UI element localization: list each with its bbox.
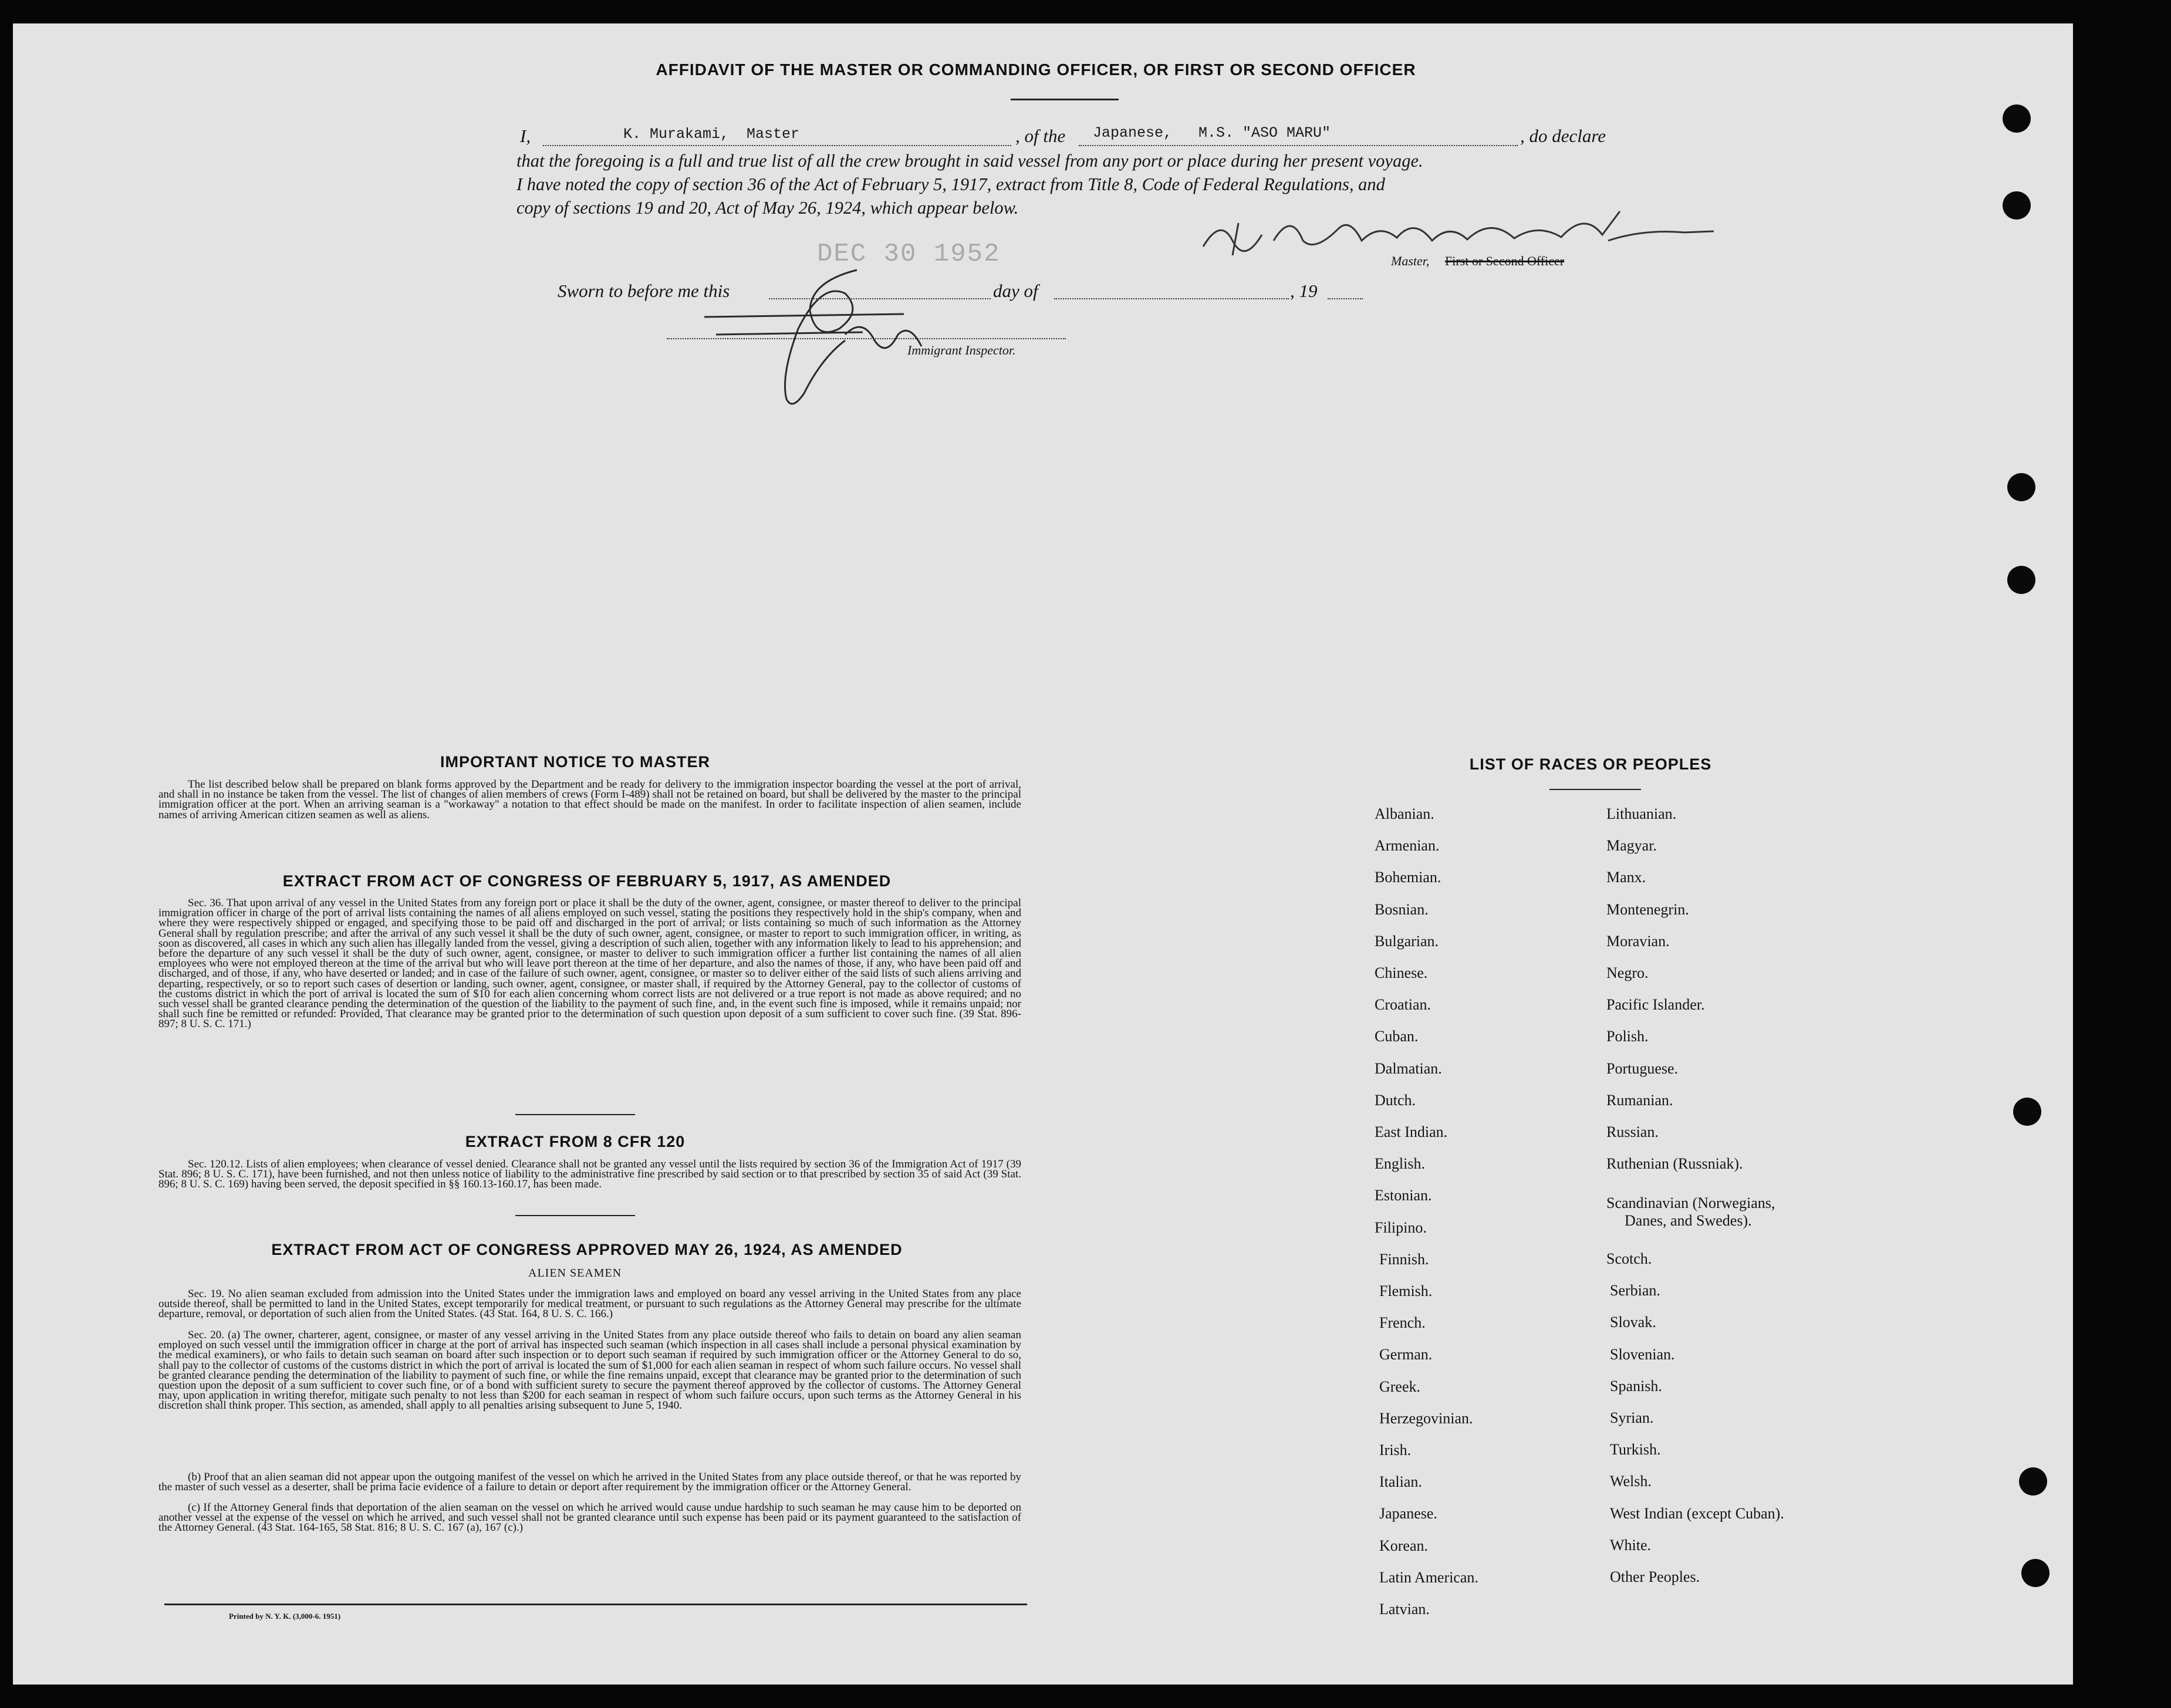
- race-item: Albanian.: [1375, 805, 1434, 822]
- race-item: Dalmatian.: [1375, 1059, 1442, 1077]
- race-item: Filipino.: [1375, 1218, 1427, 1236]
- race-item: Danes, and Swedes).: [1625, 1212, 1752, 1229]
- race-item: Slovak.: [1610, 1314, 1656, 1331]
- section-rule: [515, 1114, 635, 1115]
- document-page: [13, 23, 2073, 1685]
- punch-hole: [2007, 566, 2035, 594]
- master-caption: Master,: [1391, 254, 1430, 268]
- race-item: Bulgarian.: [1375, 932, 1439, 950]
- of-the-label: , of the: [1015, 126, 1066, 146]
- race-item: Scotch.: [1606, 1250, 1652, 1267]
- race-item: Estonian.: [1375, 1187, 1432, 1204]
- extract-cfr-text: Sec. 120.12. Lists of alien employees; when clearance of vessel denied. Clearance shall not be granted any vessel until the lists required by section 36 of the Immigration Act of 1917 (39 Stat. 896; 8 U. S. C. 171), have been furnished, and not then unless notice of liability to the administrative fine prescribed by said section or to that prescribed by section 35 of said Act (39 Stat. 896; 8 U. S. C. 169) having been served, the deposit specified in §§ 160.13-160.17, has been made.: [158, 1158, 1021, 1191]
- sworn-label: Sworn to before me this: [558, 281, 730, 301]
- race-item: Herzegovinian.: [1379, 1409, 1473, 1427]
- name-line: [543, 145, 1011, 146]
- do-declare-label: , do declare: [1520, 126, 1606, 146]
- section-rule: [515, 1215, 635, 1216]
- race-item: Latin American.: [1379, 1568, 1478, 1586]
- extract-1917-title: EXTRACT FROM ACT OF CONGRESS OF FEBRUARY 5, 1917, AS AMENDED: [282, 872, 892, 890]
- race-item: West Indian (except Cuban).: [1610, 1504, 1784, 1522]
- race-item: Bohemian.: [1375, 869, 1441, 886]
- race-item: Italian.: [1379, 1473, 1422, 1491]
- notice-text: The list described below shall be prepared on blank forms approved by the Department and be ready for delivery to the immigration inspector boarding the vessel at the port of arrival, and shall in no instance be taken from the vessel. The list of changes of alien members of crews (Form I-489) shall not be retained on board, but shall be delivered by the master to the principal immigration officer at the port. When an arriving seaman is a "workaway" a notation to that effect should be made on the manifest. In order to facilitate inspection of alien seamen, include names of arriving American citizen seamen as well as aliens.: [158, 778, 1021, 821]
- punch-hole: [2013, 1098, 2041, 1126]
- year-label: , 19: [1290, 281, 1318, 301]
- date-stamp: DEC 30 1952: [817, 239, 1001, 269]
- punch-hole: [2003, 104, 2031, 133]
- race-item: Other Peoples.: [1610, 1568, 1700, 1585]
- date-line: [1054, 298, 1289, 299]
- day-of-label: day of: [993, 281, 1038, 301]
- race-item: East Indian.: [1375, 1123, 1448, 1140]
- race-item: Russian.: [1606, 1123, 1659, 1140]
- race-item: Negro.: [1606, 964, 1649, 981]
- extract-1917-text: Sec. 36. That upon arrival of any vessel in the United States from any foreign port or place it shall be the duty of the owner, agent, consignee, or master thereof to deliver to the principal immigration officer in charge of the port of arrival lists containing the names of all aliens employed on such vessel, stating the positions they respectively hold in the ship's company, when and where they were respectively shipped or engaged, and specifying those to be paid off and discharged in the port of arrival; or lists containing so much of such information as the Attorney General shall by regulation prescribe; and after the arrival of any such vessel it shall be the duty of such owner, agent, consignee, or master to report to such immigration officer, in writing, as soon as discovered, all cases in which any such alien has illegally landed from the vessel, giving a description of such alien, together with any information likely to lead to his apprehension; and before the departure of any such vessel it shall be the duty of such owner, agent, consignee, or master to deliver to such immigration officer a further list containing the names of all alien employees who were not employed thereon at the time of the arrival but who will leave port thereon at the time of her departure, and also the names of those, if any, who have been paid off and discharged, and of those, if any, who have deserted or landed; and in case of the failure of such owner, agent, consignee, or master so to deliver either of the said lists of such aliens arriving and departing, respectively, or so to report such cases of desertion or landing, such owner, agent, consignee, or master shall, if required by the Attorney General, pay to the collector of customs of the customs district in which the port of arrival is located the sum of $10 for each alien concerning whom correct lists are not delivered or a true report is not made as above required; and no such vessel shall be granted clearance pending the determination of the question of the liability to the payment of such fine, and, in the event such fine is imposed, while it remains unpaid; nor shall such fine be remitted or refunded: Provided, That clearance may be granted prior to the determination of such question upon deposit of a sum sufficient to cover such fine. (39 Stat. 896-897; 8 U. S. C. 171.): [158, 897, 1021, 1031]
- race-item: Syrian.: [1610, 1409, 1654, 1426]
- race-item: Manx.: [1606, 869, 1646, 886]
- alien-seamen-subtitle: ALIEN SEAMEN: [528, 1267, 622, 1280]
- sec20c-text: (c) If the Attorney General finds that deportation of the alien seaman on the vessel on which he arrived would cause undue hardship to such seaman he may cause him to be deported on another vessel at the expense of the vessel on which he arrived, and such vessel shall not be granted clearance until such expense has been paid or its payment guaranteed to the satisfaction of the Attorney General. (43 Stat. 164-165, 58 Stat. 816; 8 U. S. C. 167 (a), 167 (c).): [158, 1501, 1021, 1534]
- race-item: French.: [1379, 1314, 1426, 1332]
- inspector-caption: Immigrant Inspector.: [907, 343, 1016, 357]
- notice-title: IMPORTANT NOTICE TO MASTER: [440, 753, 710, 771]
- race-item: Portuguese.: [1606, 1059, 1679, 1077]
- master-name-value: K. Murakami, Master: [623, 126, 800, 143]
- punch-hole: [2007, 473, 2035, 501]
- affidavit-i-label: I,: [520, 126, 531, 146]
- race-item: Magyar.: [1606, 837, 1657, 855]
- race-item: Chinese.: [1375, 964, 1428, 981]
- race-item: Spanish.: [1610, 1377, 1662, 1395]
- races-title: LIST OF RACES OR PEOPLES: [1469, 755, 1712, 773]
- inspector-line: [667, 338, 1066, 339]
- race-item: German.: [1379, 1346, 1433, 1363]
- year-line: [1328, 298, 1363, 299]
- race-item: Turkish.: [1610, 1441, 1661, 1459]
- inspector-signature: [669, 258, 974, 411]
- title-rule: [1011, 99, 1119, 100]
- race-item: Flemish.: [1379, 1282, 1433, 1299]
- race-item: Rumanian.: [1606, 1091, 1673, 1109]
- race-item: Latvian.: [1379, 1601, 1430, 1618]
- extract-1924-title: EXTRACT FROM ACT OF CONGRESS APPROVED MAY 26, 1924, AS AMENDED: [271, 1241, 903, 1258]
- race-item: Montenegrin.: [1606, 900, 1689, 918]
- sec20a-text: Sec. 20. (a) The owner, charterer, agent, consignee, or master of any vessel arriving in the United States from any place outside thereof who fails to detain on board any alien seaman employed on such vessel until the immigration officer in charge at the port of arrival has inspected such seaman (which inspection in all cases shall include a personal physical examination by the medical examiners), or who fails to detain such seaman on board after such inspection or to deport such seaman if required by such immigration officer or the Attorney General to do so, shall pay to the collector of customs of the customs district in which the port of arrival is located the sum of $1,000 for each alien seaman in respect of whom such failure occurs. No vessel shall be granted clearance pending the determination of the liability to payment of such fine, or while the fine remains unpaid, except that clearance may be granted prior to the determination of such question upon the deposit of a sum sufficient to cover such fine, or of a bond with sufficient surety to secure the payment thereof approved by the collector of customs. The Attorney General may, upon application in writing therefor, mitigate such penalty to not less than $200 for each seaman in respect of whom such failure occurs, upon such terms as the Attorney General in his discretion shall think proper. This section, as amended, shall apply to all penalties arising subsequent to June 5, 1940.: [158, 1329, 1021, 1412]
- race-item: Welsh.: [1610, 1473, 1652, 1490]
- master-struck-text: First or Second Officer: [1445, 254, 1565, 268]
- race-item: Serbian.: [1610, 1282, 1660, 1299]
- race-item: Korean.: [1379, 1537, 1429, 1554]
- race-item: Cuban.: [1375, 1028, 1419, 1045]
- race-item: Slovenian.: [1610, 1345, 1675, 1363]
- sec20b-text: (b) Proof that an alien seaman did not appear upon the outgoing manifest of the vessel on which he arrived in the United States from any place outside thereof, or that he was reported by the master of such vessel as a deserter, shall be prima facie evidence of a failure to detain or deport after requirement by the immigration officer or the Attorney General.: [158, 1471, 1021, 1494]
- race-item: Lithuanian.: [1606, 805, 1677, 822]
- affidavit-line-2: that the foregoing is a full and true list of all the crew brought in said vessel from any port or place during her present voyage.: [516, 151, 1423, 171]
- affidavit-line-3: I have noted the copy of section 36 of the Act of February 5, 1917, extract from Title 8, Code of Federal Regulations, and: [516, 174, 1385, 194]
- race-item: Moravian.: [1606, 932, 1670, 950]
- punch-hole: [2021, 1559, 2050, 1587]
- race-item: Bosnian.: [1375, 900, 1429, 918]
- printer-imprint: Printed by N. Y. K. (3,000-6. 1951): [229, 1612, 341, 1621]
- race-item: Greek.: [1379, 1378, 1421, 1395]
- affidavit-title: AFFIDAVIT OF THE MASTER OR COMMANDING OFFICER, OR FIRST OR SECOND OFFICER: [656, 60, 1416, 79]
- extract-cfr-title: EXTRACT FROM 8 CFR 120: [465, 1133, 686, 1150]
- races-title-rule: [1549, 789, 1641, 790]
- sec19-text: Sec. 19. No alien seaman excluded from admission into the United States under the immigration laws and employed on board any vessel arriving in the United States from any place outside thereof, shall be permitted to land in the United States, except temporarily for medical treatment, or pursuant to such regulations as the Attorney General may prescribe for the ultimate departure, removal, or deportation of such alien from the United States. (43 Stat. 164, 8 U. S. C. 166.): [158, 1288, 1021, 1321]
- race-item: Armenian.: [1375, 837, 1440, 855]
- race-item: Dutch.: [1375, 1091, 1416, 1109]
- affidavit-line-4: copy of sections 19 and 20, Act of May 26, 1924, which appear below.: [516, 198, 1019, 218]
- race-item: Ruthenian (Russniak).: [1606, 1155, 1743, 1173]
- race-item: Pacific Islander.: [1606, 996, 1705, 1014]
- vessel-value: Japanese, M.S. "ASO MARU": [1093, 124, 1331, 141]
- race-item: Scandinavian (Norwegians,: [1606, 1194, 1775, 1211]
- race-item: Polish.: [1606, 1028, 1649, 1045]
- punch-hole: [2003, 191, 2031, 220]
- footer-rule: [164, 1604, 1027, 1605]
- race-item: English.: [1375, 1155, 1425, 1173]
- race-item: Irish.: [1379, 1442, 1412, 1459]
- race-item: White.: [1610, 1536, 1652, 1554]
- race-item: Croatian.: [1375, 996, 1431, 1014]
- race-item: Finnish.: [1379, 1250, 1429, 1268]
- race-item: Japanese.: [1379, 1505, 1437, 1523]
- vessel-line: [1079, 145, 1518, 146]
- punch-hole: [2019, 1467, 2047, 1496]
